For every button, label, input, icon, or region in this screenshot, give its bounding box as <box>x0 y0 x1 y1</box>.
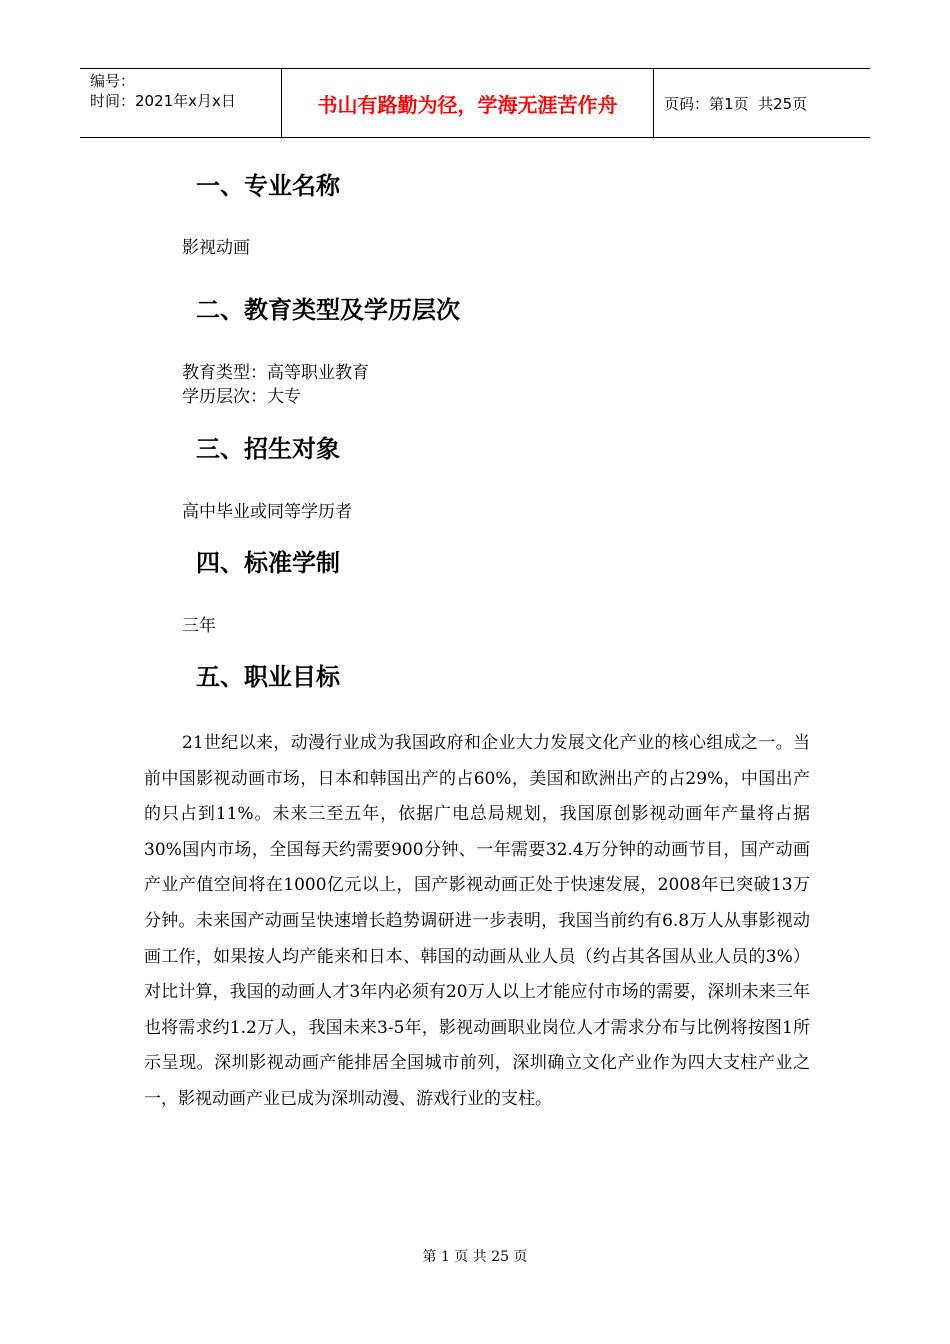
section-text-education-level: 学历层次：大专 <box>182 387 301 407</box>
document-date-label: 时间：2021年x月x日 <box>90 92 236 110</box>
header-table <box>80 68 870 138</box>
page-footer: 第 1 页 共 25 页 <box>422 1249 528 1265</box>
career-goal-paragraph: 21世纪以来，动漫行业成为我国政府和企业大力发展文化产业的核心组成之一。当前中国影视动画市场，日本和韩国出产的占60%，美国和欧洲出产的占29%，中国出产的只占到11%。未来三至五年，依据广电总局规划，我国原创影视动画年产量将占据30%国内市场，全国每天约需要900分钟、一年需要32.4万分钟的动画节目，国产动画产业产值空间将在1000亿元以上，国产影视动画正处于快速发展，2008年已突破13万分钟。未来国产动画呈快速增长趋势调研进一步表明，我国当前约有6.8万人从事影视动画工作，如果按人均产能来和日本、韩国的动画从业人员（约占其各国从业人员的3%）对比计算，我国的动画人才3年内必须有20万人以上才能应付市场的需要，深圳未来三年也将需求约1.2万人，我国未来3-5年，影视动画职业岗位人才需求分布与比例将按图1所示呈现。深圳影视动画产能排居全国城市前列，深圳确立文化产业作为四大支柱产业之一，影视动画产业已成为深圳动漫、游戏行业的支柱。 <box>144 733 810 1109</box>
section-heading-major-name: 一、专业名称 <box>196 172 340 200</box>
section-heading-education-type: 二、教育类型及学历层次 <box>196 296 460 324</box>
section-text-major-name: 影视动画 <box>182 238 250 258</box>
section-text-education-type: 教育类型：高等职业教育 <box>182 363 369 383</box>
header-meta-cell <box>80 69 282 137</box>
header-page-number: 页码：第1页 共25页 <box>664 94 808 113</box>
section-heading-duration: 四、标准学制 <box>196 549 340 577</box>
section-heading-career-goal: 五、职业目标 <box>196 663 340 691</box>
document-number-label: 编号： <box>90 72 136 90</box>
header-motto-cell <box>282 69 654 137</box>
header-page-cell <box>654 69 870 137</box>
section-heading-enrollment: 三、招生对象 <box>196 435 340 463</box>
section-text-duration: 三年 <box>182 616 216 636</box>
header-motto: 书山有路勤为径，学海无涯苦作舟 <box>317 92 618 117</box>
section-text-enrollment: 高中毕业或同等学历者 <box>182 502 352 522</box>
